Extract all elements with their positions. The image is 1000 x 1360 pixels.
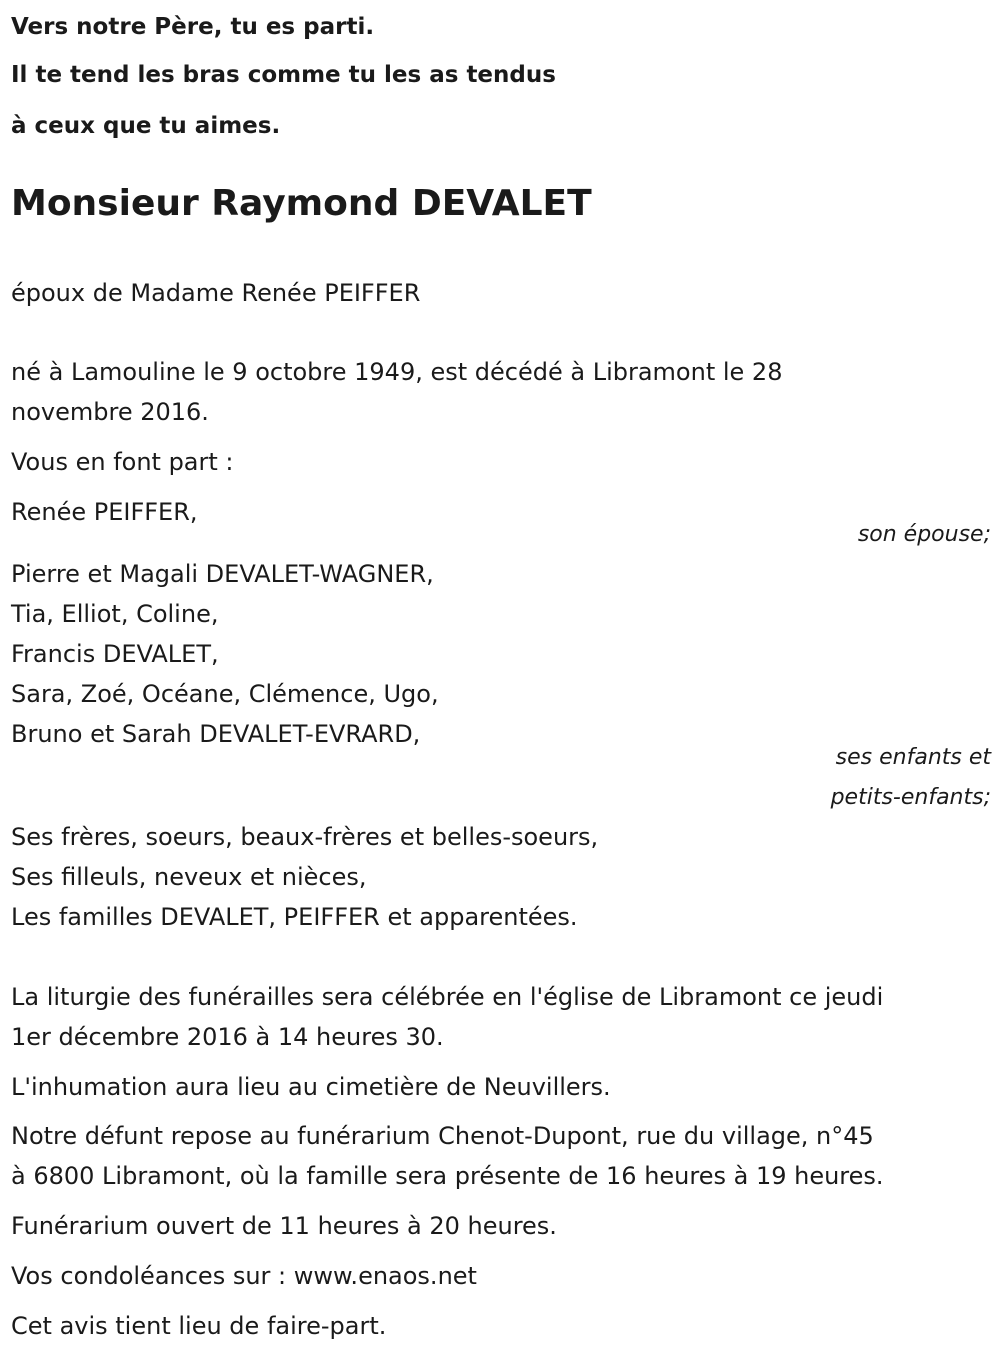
deceased-name: Monsieur Raymond DEVALET: [11, 183, 592, 224]
repose-line-1: Notre défunt repose au funérarium Chenot-Dupont, rue du village, n°45: [11, 1122, 874, 1150]
role-children-line-1: ses enfants et: [835, 745, 991, 770]
birth-death-line-1: né à Lamouline le 9 octobre 1949, est décédé à Libramont le 28: [11, 358, 783, 386]
relatives-line: Les familles DEVALET, PEIFFER et apparentées.: [11, 903, 578, 931]
family-member: Pierre et Magali DEVALET-WAGNER,: [11, 560, 434, 588]
family-member-spouse: Renée PEIFFER,: [11, 498, 198, 526]
role-children-line-2: petits-enfants;: [830, 785, 991, 810]
family-member: Francis DEVALET,: [11, 640, 219, 668]
spouse-line: époux de Madame Renée PEIFFER: [11, 279, 421, 307]
burial-line: L'inhumation aura lieu au cimetière de Neuvillers.: [11, 1073, 611, 1101]
family-member: Tia, Elliot, Coline,: [11, 600, 219, 628]
relatives-line: Ses frères, soeurs, beaux-frères et belles-soeurs,: [11, 823, 599, 851]
birth-death-line-2: novembre 2016.: [11, 398, 209, 426]
repose-line-2: à 6800 Libramont, où la famille sera présente de 16 heures à 19 heures.: [11, 1162, 884, 1190]
role-spouse: son épouse;: [857, 522, 991, 547]
funerarium-hours: Funérarium ouvert de 11 heures à 20 heures.: [11, 1212, 557, 1240]
condolences-line: Vos condoléances sur : www.enaos.net: [11, 1262, 477, 1290]
verse-line-3: à ceux que tu aimes.: [11, 113, 281, 139]
announcement-intro: Vous en font part :: [11, 448, 234, 476]
family-member: Bruno et Sarah DEVALET-EVRARD,: [11, 720, 421, 748]
family-member: Sara, Zoé, Océane, Clémence, Ugo,: [11, 680, 439, 708]
liturgy-line-1: La liturgie des funérailles sera célébrée en l'église de Libramont ce jeudi: [11, 983, 884, 1011]
verse-line-1: Vers notre Père, tu es parti.: [11, 14, 375, 40]
relatives-line: Ses filleuls, neveux et nièces,: [11, 863, 367, 891]
notice-line: Cet avis tient lieu de faire-part.: [11, 1312, 387, 1340]
verse-line-2: Il te tend les bras comme tu les as tendus: [11, 62, 556, 88]
liturgy-line-2: 1er décembre 2016 à 14 heures 30.: [11, 1023, 444, 1051]
